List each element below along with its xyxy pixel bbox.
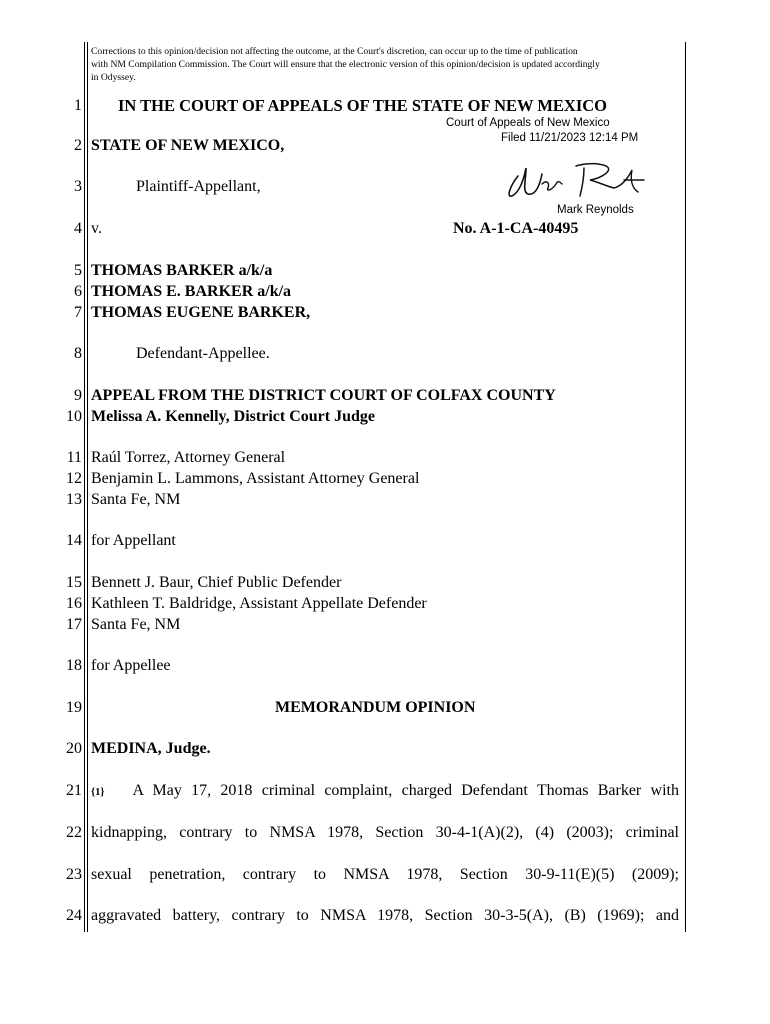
defendant-name-line: THOMAS E. BARKER a/k/a [91, 283, 292, 300]
author-judge: MEDINA, Judge. [91, 740, 211, 757]
line-number: 4 [74, 220, 82, 237]
stamp-filed: Filed 11/21/2023 12:14 PM [501, 132, 639, 144]
opinion-title: MEMORANDUM OPINION [275, 699, 476, 716]
left-margin-rule-inner [87, 42, 88, 932]
line-number: 14 [66, 532, 82, 549]
defendant-role: Defendant-Appellee. [136, 345, 270, 362]
line-number: 7 [74, 304, 82, 321]
line-number: 23 [66, 866, 82, 883]
case-number: No. A-1-CA-40495 [453, 220, 579, 237]
paragraph-line-4: aggravated battery, contrary to NMSA 1978, Section 30-3-5(A), (B) (1969); and [91, 907, 679, 924]
line-number: 22 [66, 824, 82, 841]
versus: v. [91, 220, 102, 237]
line-number: 11 [66, 449, 82, 466]
line-number: 13 [66, 491, 82, 508]
paragraph-line-1 [91, 782, 679, 802]
notice-line-3: in Odyssey. [91, 72, 136, 83]
paragraph-text: A May 17, 2018 criminal complaint, charged Defendant Thomas Barker with [132, 782, 679, 799]
line-number: 21 [66, 782, 82, 799]
plaintiff-name: STATE OF NEW MEXICO, [91, 137, 285, 154]
line-number: 18 [66, 657, 82, 674]
corrections-notice [91, 45, 683, 84]
line-number: 10 [66, 408, 82, 425]
notice-line-2: with NM Compilation Commission. The Court will ensure that the electronic version of this opinion/decision is updated accordingly [91, 59, 600, 70]
line-number: 8 [74, 345, 82, 362]
line-number: 9 [74, 387, 82, 404]
paragraph-line-2: kidnapping, contrary to NMSA 1978, Section 30-4-1(A)(2), (4) (2003); criminal [91, 824, 679, 841]
clerk-signature [498, 156, 648, 204]
appeal-from: APPEAL FROM THE DISTRICT COURT OF COLFAX COUNTY [91, 387, 556, 404]
paragraph-line-3: sexual penetration, contrary to NMSA 1978, Section 30-9-11(E)(5) (2009); [91, 866, 679, 883]
appellant-counsel-line: Benjamin L. Lammons, Assistant Attorney General [91, 470, 420, 487]
notice-line-1: Corrections to this opinion/decision not affecting the outcome, at the Court's discretion, can occur up to the time of publication [91, 46, 578, 57]
appellant-counsel-line: Raúl Torrez, Attorney General [91, 449, 286, 466]
plaintiff-role: Plaintiff-Appellant, [136, 178, 261, 195]
defendant-name-line: THOMAS EUGENE BARKER, [91, 304, 311, 321]
line-number: 2 [74, 137, 82, 154]
line-number: 24 [66, 907, 82, 924]
line-number: 16 [66, 595, 82, 612]
appellee-counsel-line: Bennett J. Baur, Chief Public Defender [91, 574, 342, 591]
right-margin-rule [685, 42, 686, 932]
stamp-clerk-name: Mark Reynolds [557, 204, 634, 216]
district-judge: Melissa A. Kennelly, District Court Judge [91, 408, 375, 425]
court-heading: IN THE COURT OF APPEALS OF THE STATE OF NEW MEXICO [118, 96, 608, 115]
left-margin-rule-outer [84, 42, 85, 932]
line-number: 6 [74, 283, 82, 300]
line-number: 17 [66, 616, 82, 633]
line-number: 5 [74, 262, 82, 279]
for-appellant: for Appellant [91, 532, 176, 549]
line-number: 20 [66, 740, 82, 757]
stamp-court: Court of Appeals of New Mexico [446, 117, 610, 129]
appellee-counsel-line: Kathleen T. Baldridge, Assistant Appellate Defender [91, 595, 427, 612]
line-number: 1 [74, 97, 82, 114]
defendant-name-line: THOMAS BARKER a/k/a [91, 262, 273, 279]
appellant-counsel-line: Santa Fe, NM [91, 491, 181, 508]
line-number: 19 [66, 699, 82, 716]
line-number: 3 [74, 178, 82, 195]
appellee-counsel-line: Santa Fe, NM [91, 616, 181, 633]
line-number: 12 [66, 470, 82, 487]
paragraph-number: {1} [91, 787, 105, 798]
for-appellee: for Appellee [91, 657, 171, 674]
line-number: 15 [66, 574, 82, 591]
